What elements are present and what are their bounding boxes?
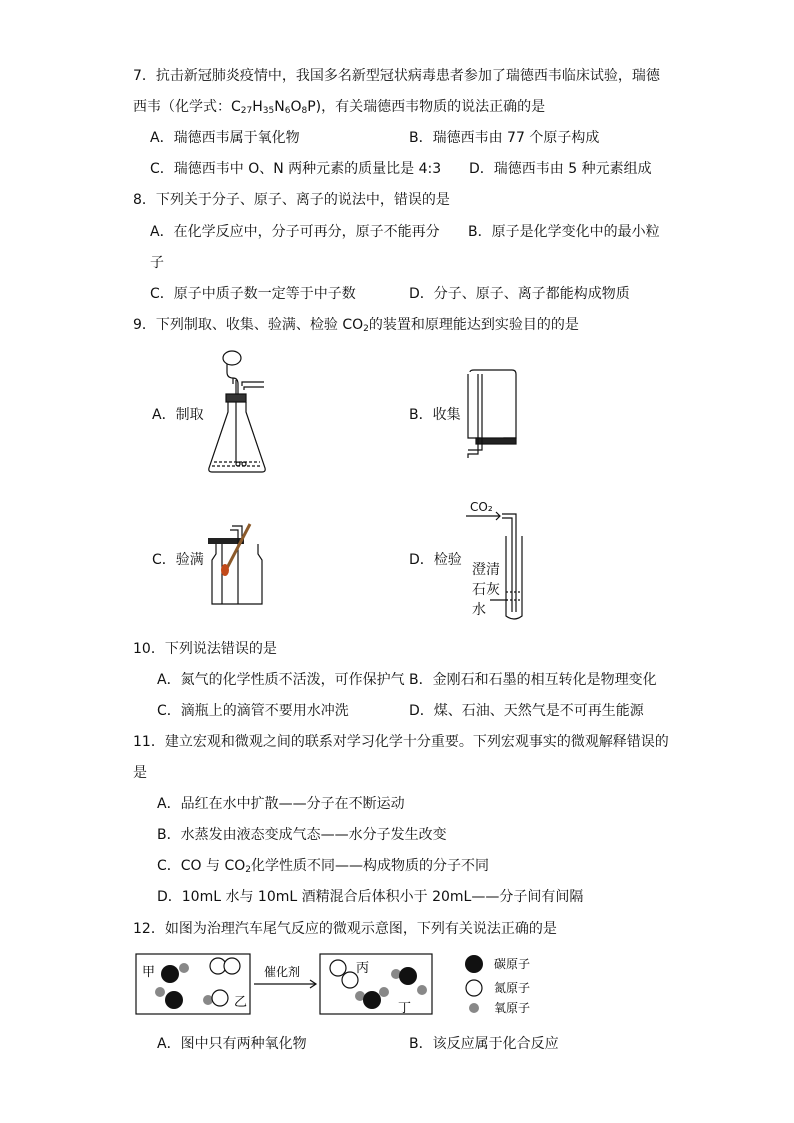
gas-collection-bottle: [460, 368, 522, 460]
q7-option-c: C．瑞德西韦中 O、N 两种元素的质量比是 4:3: [150, 161, 442, 177]
q7-option-d: D．瑞德西韦由 5 种元素组成: [469, 161, 652, 177]
q9-option-d: D．检验: [409, 552, 462, 568]
q10-option-b: B．金刚石和石墨的相互转化是物理变化: [409, 672, 657, 688]
label-bing: 丙: [356, 961, 370, 976]
q8-stem: 8．下列关于分子、原子、离子的说法中，错误的是: [133, 192, 450, 208]
label-jia: 甲: [142, 965, 156, 980]
q7-option-b: B．瑞德西韦由 77 个原子构成: [409, 130, 600, 146]
legend-oxygen: 氧原子: [494, 1001, 531, 1015]
q11-option-a: A．品红在水中扩散——分子在不断运动: [157, 796, 405, 812]
q7-stem-line2: 西韦（化学式：$C_{27}H_{35}N_6O_8P$)，有关瑞德西韦物质的说法正确的是: [133, 99, 546, 116]
q11-option-d: D．10mL 水与 10mL 酒精混合后体积小于 20mL——分子间有间隔: [157, 889, 584, 905]
q9-stem: 9．下列制取、收集、验满、检验 $CO_2$的装置和原理能达到实验目的的是: [133, 317, 579, 334]
limewater-label-1: 澄清: [472, 562, 500, 578]
q12-stem: 12．如图为治理汽车尾气反应的微观示意图，下列有关说法正确的是: [133, 921, 557, 937]
legend-carbon: 碳原子: [494, 957, 531, 971]
reaction-diagram: [130, 948, 570, 1020]
q12-option-a: A．图中只有两种氧化物: [157, 1036, 307, 1052]
q8-option-d: D．分子、原子、离子都能构成物质: [409, 286, 630, 302]
q7-stem-line1: 7．抗击新冠肺炎疫情中，我国多名新型冠状病毒患者参加了瑞德西韦临床试验，瑞德: [133, 68, 660, 84]
flame-test-bottle: [202, 520, 272, 610]
erlenmeyer-flask-apparatus: [200, 350, 280, 478]
q9-option-b: B．收集: [409, 407, 461, 423]
carbon-atom-icon: [465, 955, 483, 973]
label-ding: 丁: [398, 1001, 412, 1016]
label-yi: 乙: [234, 995, 248, 1010]
oxygen-atom-icon: [469, 1003, 479, 1013]
q10-option-a: A．氮气的化学性质不活泼，可作保护气: [157, 672, 405, 688]
q7-option-a: A．瑞德西韦属于氧化物: [150, 130, 300, 146]
q8-option-a: A．在化学反应中，分子可再分，原子不能再分: [150, 224, 440, 240]
catalyst-label: 催化剂: [264, 965, 301, 979]
q8-option-b-cont: 子: [150, 255, 164, 271]
co2-label: CO₂: [470, 500, 493, 514]
q8-option-b: B．原子是化学变化中的最小粒: [468, 224, 660, 240]
q11-stem-cont: 是: [133, 765, 147, 781]
limewater-label-3: 水: [472, 602, 486, 618]
nitrogen-atom-icon: [466, 980, 482, 996]
q10-stem: 10．下列说法错误的是: [133, 641, 277, 657]
q9-option-c: C．验满: [152, 552, 204, 568]
q11-option-b: B．水蒸发由液态变成气态——水分子发生改变: [157, 827, 447, 843]
q9-option-a: A．制取: [152, 407, 204, 423]
limewater-label-2: 石灰: [472, 582, 500, 598]
q10-option-c: C．滴瓶上的滴管不要用水冲洗: [157, 703, 349, 719]
q8-option-c: C．原子中质子数一定等于中子数: [150, 286, 356, 302]
legend-nitrogen: 氮原子: [494, 981, 531, 995]
q11-stem: 11．建立宏观和微观之间的联系对学习化学十分重要。下列宏观事实的微观解释错误的: [133, 734, 669, 750]
q10-option-d: D．煤、石油、天然气是不可再生能源: [409, 703, 644, 719]
q12-option-b: B．该反应属于化合反应: [409, 1036, 559, 1052]
q11-option-c: C．CO 与 $CO_2$化学性质不同——构成物质的分子不同: [157, 858, 489, 875]
